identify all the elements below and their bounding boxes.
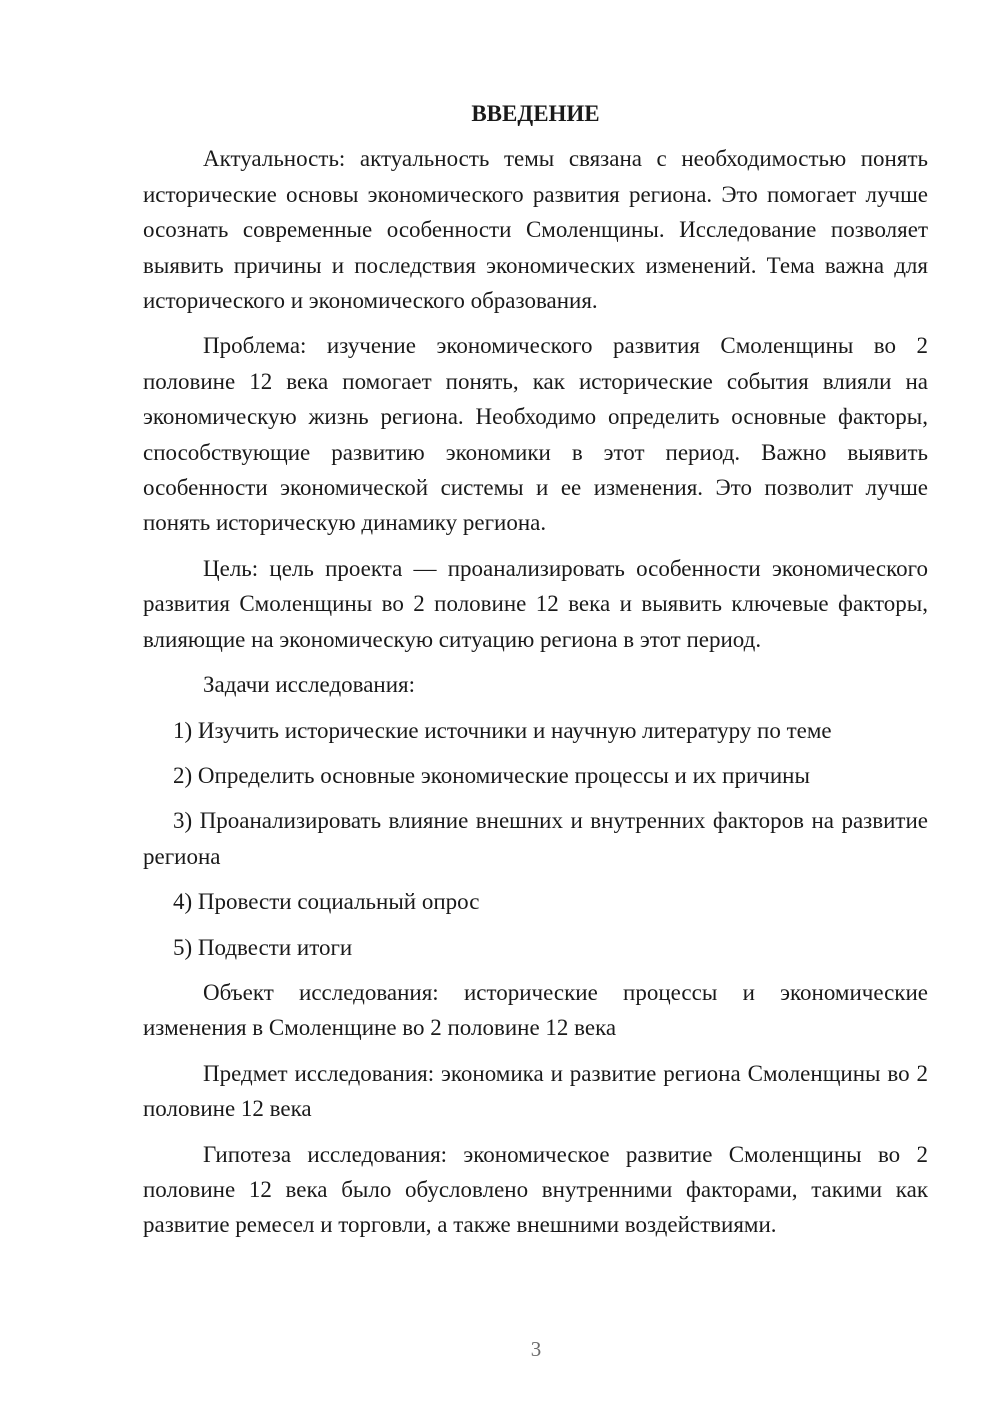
paragraph-problem: Проблема: изучение экономического развития Смоленщины во 2 половине 12 века помогает понять, как исторические события влияли на экономическую жизнь региона. Необходимо определить основные факторы, способствующие развитию экономики в этот период. Важно выявить особенности экономической системы и ее изменения. Это позволит лучше понять историческую динамику региона. [143, 333, 928, 536]
task-item-4: 4) Провести социальный опрос [173, 889, 480, 915]
paragraph-object: Объект исследования: исторические процессы и экономические изменения в Смоленщине во 2 половине 12 века [143, 979, 928, 1041]
paragraph-goal: Цель: цель проекта — проанализировать особенности экономического развития Смоленщины во 2 половине 12 века и выявить ключевые факторы, влияющие на экономическую ситуацию региона в этот период. [143, 555, 928, 652]
task-item-3: 3) Проанализировать влияние внешних и внутренних факторов на развитие региона [143, 808, 928, 869]
tasks-heading: Задачи исследования: [203, 672, 416, 698]
page-number: 3 [530, 1337, 542, 1361]
task-item-2: 2) Определить основные экономические процессы и их причины [173, 762, 810, 788]
section-title: ВВЕДЕНИЕ [471, 101, 600, 126]
paragraph-hypothesis: Гипотеза исследования: экономическое развитие Смоленщины во 2 половине 12 века было обусловлено внутренними факторами, такими как развитие ремесел и торговли, а также внешними воздействиями. [143, 1141, 928, 1238]
task-item-1: 1) Изучить исторические источники и научную литературу по теме [173, 717, 832, 743]
paragraph-subject: Предмет исследования: экономика и развитие региона Смоленщины во 2 половине 12 века [143, 1060, 928, 1122]
page-content [143, 96, 928, 1253]
paragraph-relevance: Актуальность: актуальность темы связана с необходимостью понять исторические основы экономического развития региона. Это помогает лучше осознать современные особенности Смоленщины. Исследование позволяет выявить причины и последствия экономических изменений. Тема важна для исторического и экономического образования. [143, 146, 928, 314]
task-item-5: 5) Подвести итоги [173, 934, 353, 960]
